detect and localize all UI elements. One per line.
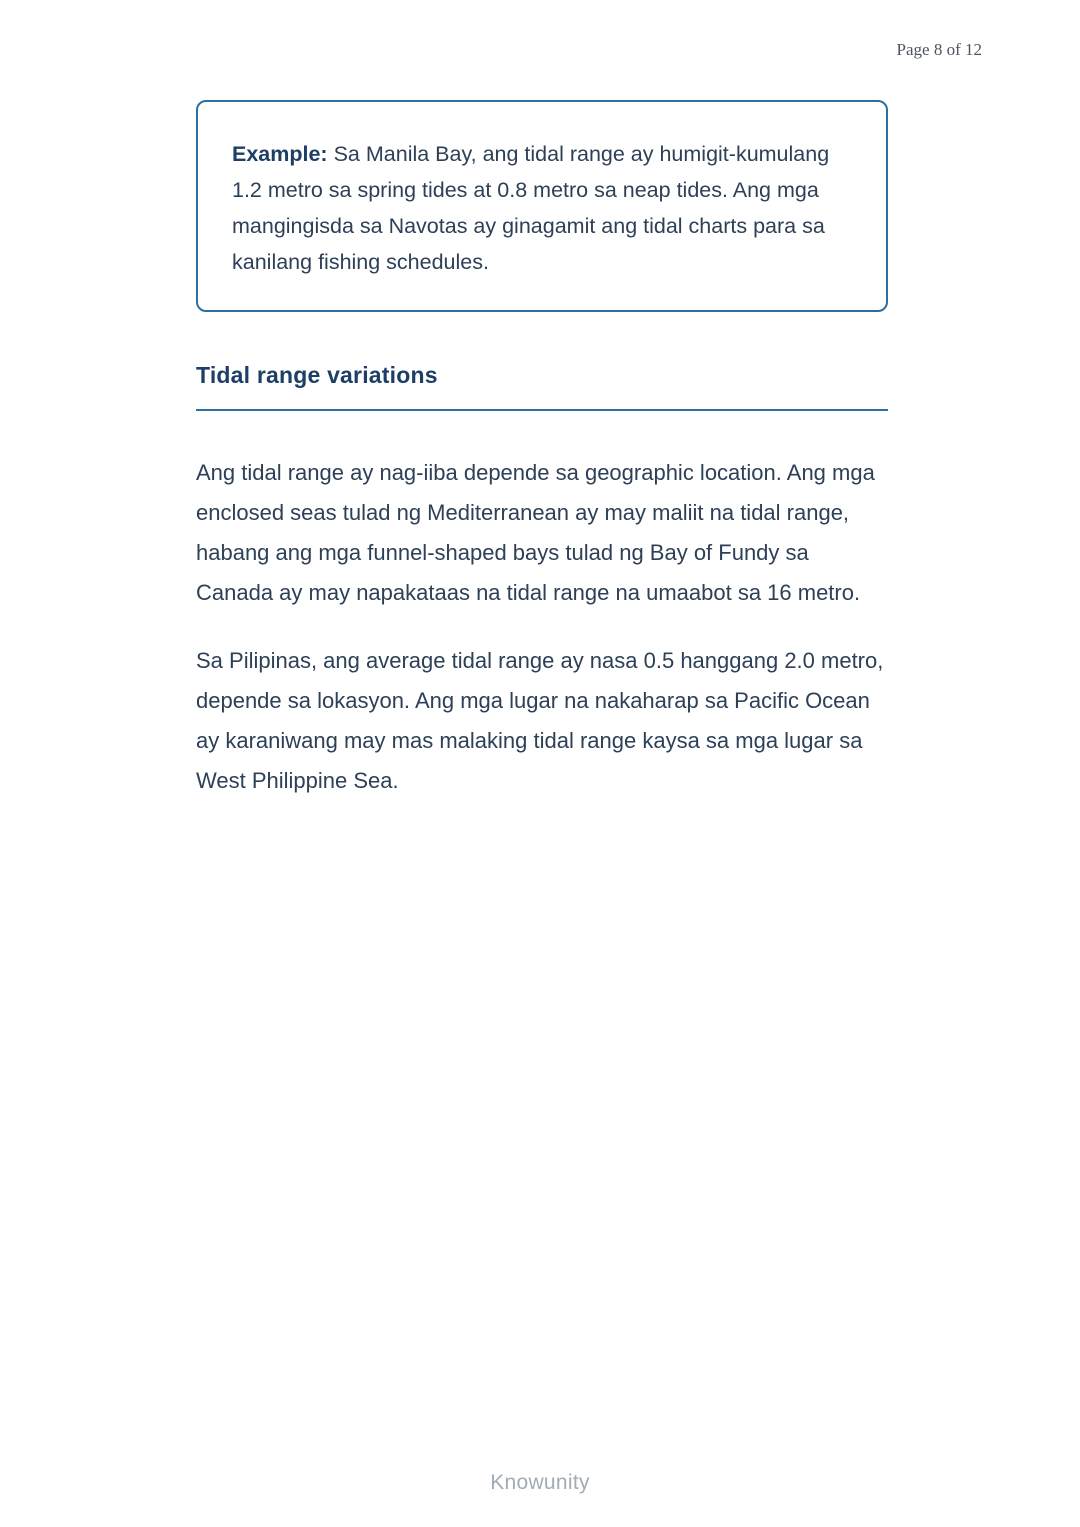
example-label: Example:	[232, 142, 328, 166]
example-text: Sa Manila Bay, ang tidal range ay humigit-kumulang 1.2 metro sa spring tides at 0.8 metro sa neap tides. Ang mga mangingisda sa Navotas ay ginagamit ang tidal charts para sa kanilang fishing schedules.	[232, 142, 830, 274]
example-callout-box	[196, 100, 888, 312]
paragraph-tidal-range-geography: Ang tidal range ay nag-iiba depende sa geographic location. Ang mga enclosed seas tulad ng Mediterranean ay may maliit na tidal range, habang ang mga funnel-shaped bays tulad ng Bay of Fundy sa Canada ay may napakataas na tidal range na umaabot sa 16 metro.	[196, 460, 875, 605]
section-heading: Tidal range variations	[196, 362, 888, 411]
example-paragraph	[232, 136, 850, 280]
document-content	[196, 100, 888, 801]
footer-brand: Knowunity	[490, 1471, 590, 1494]
page-number: Page 8 of 12	[896, 40, 982, 59]
paragraph-philippines-tidal-range: Sa Pilipinas, ang average tidal range ay nasa 0.5 hanggang 2.0 metro, depende sa lokasyon. Ang mga lugar na nakaharap sa Pacific Ocean ay karaniwang may mas malaking tidal range kaysa sa mga lugar sa West Philippine Sea.	[196, 648, 884, 793]
